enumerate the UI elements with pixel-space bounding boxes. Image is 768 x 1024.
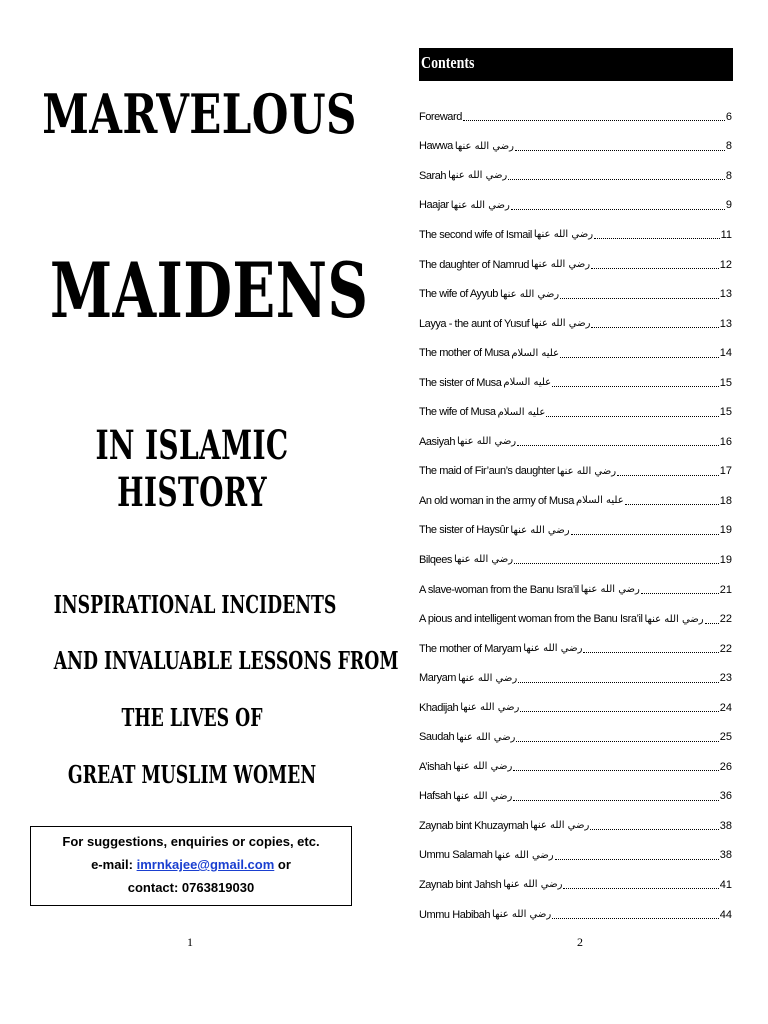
toc-entry-honorific: عليه السلام (511, 347, 560, 359)
toc-entry-honorific: رضي الله عنها (453, 761, 513, 773)
toc-dot-leader (552, 378, 719, 387)
toc-entry-page: 13 (719, 317, 732, 330)
toc-entry-title: Hafsah (419, 790, 452, 803)
toc-entry-page: 38 (719, 819, 732, 832)
toc-entry-page: 19 (719, 553, 732, 566)
toc-entry[interactable] (419, 161, 732, 191)
toc-entry-page: 36 (719, 790, 732, 803)
toc-dot-leader (625, 496, 719, 505)
toc-dot-leader (594, 230, 720, 239)
toc-entry[interactable] (419, 397, 732, 427)
toc-dot-leader (560, 290, 719, 299)
toc-entry-honorific: عليه السلام (497, 406, 546, 418)
contents-heading-bar (419, 48, 733, 81)
book-title-line-3: IN ISLAMIC HISTORY (95, 422, 289, 516)
toc-dot-leader (513, 762, 718, 771)
toc-entry[interactable] (419, 368, 732, 398)
toc-entry-title: Zaynab bint Jahsh (419, 878, 502, 891)
toc-entry-honorific: رضي الله عنها (530, 820, 590, 832)
toc-entry-page: 19 (719, 524, 732, 537)
toc-entry[interactable] (419, 427, 732, 457)
toc-dot-leader (571, 526, 719, 535)
contact-phone: contact: 0763819030 (127, 880, 255, 895)
contact-email-line (31, 853, 351, 876)
toc-entry-page: 44 (719, 908, 732, 921)
toc-entry-page: 12 (719, 258, 732, 271)
toc-entry[interactable] (419, 220, 732, 250)
subtitle-line-4: GREAT MUSLIM WOMEN (67, 760, 317, 789)
toc-dot-leader (518, 674, 719, 683)
toc-entry-title: The sister of Musa (419, 376, 502, 389)
toc-entry[interactable] (419, 457, 732, 487)
toc-entry-page: 11 (720, 228, 732, 241)
toc-entry-page: 15 (719, 406, 732, 419)
toc-dot-leader (520, 703, 718, 712)
toc-dot-leader (705, 615, 719, 624)
toc-entry-honorific: رضي الله عنها (531, 318, 591, 330)
toc-entry-title: Maryam (419, 672, 457, 685)
toc-entry[interactable] (419, 575, 732, 605)
toc-entry[interactable] (419, 604, 732, 634)
toc-entry-title: Sarah (419, 169, 447, 182)
toc-entry-page: 18 (719, 494, 732, 507)
toc-entry[interactable] (419, 486, 732, 516)
toc-entry-page: 26 (719, 760, 732, 773)
email-suffix: or (274, 857, 291, 872)
toc-entry-title: The mother of Maryam (419, 642, 522, 655)
toc-dot-leader (617, 467, 719, 476)
toc-entry-title: An old woman in the army of Musa (419, 494, 574, 507)
toc-entry-honorific: رضي الله عنها (453, 554, 514, 566)
toc-entry-page: 13 (719, 288, 732, 301)
toc-dot-leader (546, 408, 718, 417)
toc-dot-leader (560, 349, 719, 358)
toc-entry-title: The second wife of Ismail (419, 228, 532, 241)
toc-dot-leader (516, 733, 718, 742)
toc-entry[interactable] (419, 693, 732, 723)
toc-entry-page: 41 (719, 878, 732, 891)
toc-entry[interactable] (419, 250, 732, 280)
toc-entry-title: The daughter of Namrud (419, 258, 529, 271)
toc-entry[interactable] (419, 752, 732, 782)
toc-dot-leader (508, 171, 725, 180)
toc-entry-title: The wife of Ayyub (419, 288, 498, 301)
toc-entry-title: Aasiyah (419, 435, 455, 448)
email-prefix: e-mail: (91, 857, 137, 872)
toc-entry-honorific: رضي الله عنها (510, 524, 570, 536)
toc-entry-page: 21 (719, 583, 732, 596)
contact-intro: For suggestions, enquiries or copies, etc. (62, 834, 320, 849)
toc-entry-honorific: رضي الله عنها (580, 584, 640, 596)
toc-entry-title: Bilqees (419, 553, 452, 566)
toc-entry[interactable] (419, 191, 732, 221)
book-title-line-1: MARVELOUS (42, 82, 357, 146)
toc-entry[interactable] (419, 309, 732, 339)
book-title-line-2: MAIDENS (49, 246, 369, 335)
toc-entry[interactable] (419, 870, 732, 900)
toc-entry-honorific: رضي الله عنها (533, 229, 594, 241)
toc-entry-page: 24 (719, 701, 732, 714)
contact-box (30, 826, 352, 906)
toc-entry[interactable] (419, 102, 732, 132)
toc-dot-leader (591, 319, 718, 328)
toc-entry-honorific: رضي الله عنها (456, 731, 516, 743)
toc-entry[interactable] (419, 338, 732, 368)
toc-dot-leader (590, 821, 718, 830)
toc-entry-honorific: رضي الله عنها (448, 170, 508, 182)
toc-entry-page: 25 (719, 731, 732, 744)
toc-entry[interactable] (419, 900, 732, 930)
toc-entry-title: Layya - the aunt of Yusuf (419, 317, 530, 330)
toc-entry-honorific: عليه السلام (503, 377, 552, 389)
toc-entry-title: The mother of Musa (419, 347, 510, 360)
toc-entry-title: The wife of Musa (419, 406, 496, 419)
toc-dot-leader (511, 201, 725, 210)
page-number-left: 1 (187, 935, 193, 949)
toc-entry-title: Hawwa (419, 140, 453, 153)
toc-entry-page: 14 (719, 347, 732, 360)
toc-entry-title: The sister of Haysûr (419, 524, 509, 537)
subtitle-line-3: THE LIVES OF (121, 703, 263, 732)
toc-dot-leader (515, 142, 725, 151)
toc-entry-title: The maid of Fir’aun’s daughter (419, 465, 555, 478)
toc-entry-honorific: رضي الله عنها (530, 259, 591, 270)
toc-dot-leader (555, 851, 719, 860)
toc-dot-leader (463, 112, 725, 121)
toc-entry[interactable] (419, 722, 732, 752)
toc-entry[interactable] (419, 811, 732, 841)
table-of-contents (419, 102, 732, 929)
toc-entry-honorific: رضي الله عنها (492, 909, 552, 921)
toc-entry-honorific: رضي الله عنها (460, 702, 520, 714)
toc-entry[interactable] (419, 841, 732, 871)
toc-entry-honorific: رضي الله عنها (523, 643, 583, 655)
toc-entry[interactable] (419, 132, 732, 162)
toc-entry-page: 22 (719, 613, 732, 626)
right-page (384, 0, 768, 1024)
toc-entry[interactable] (419, 279, 732, 309)
toc-entry-page: 16 (719, 435, 732, 448)
toc-entry-page: 8 (725, 169, 732, 182)
toc-entry-title: Ummu Salamah (419, 849, 493, 862)
toc-entry-page: 22 (719, 642, 732, 655)
toc-entry-honorific: رضي الله عنها (458, 672, 518, 684)
toc-dot-leader (517, 437, 719, 446)
toc-entry-honorific: رضي الله عنها (453, 790, 513, 802)
contents-heading: Contents (421, 53, 475, 72)
toc-entry-honorific: رضي الله عنها (456, 436, 517, 448)
toc-entry-title: Khadijah (419, 701, 459, 714)
toc-entry-title: Saudah (419, 731, 455, 744)
email-link[interactable]: imrnkajee@gmail.com (136, 857, 275, 872)
subtitle-line-1: INSPIRATIONAL INCIDENTS (53, 590, 337, 619)
toc-dot-leader (591, 260, 719, 269)
toc-entry-honorific: رضي الله عنها (454, 140, 514, 152)
toc-dot-leader (583, 644, 718, 653)
toc-dot-leader (514, 555, 719, 564)
toc-entry-page: 15 (719, 376, 732, 389)
toc-entry[interactable] (419, 516, 732, 546)
toc-entry[interactable] (419, 782, 732, 812)
toc-entry-page: 8 (725, 140, 732, 153)
toc-entry-page: 6 (725, 110, 732, 123)
toc-entry-title: A slave-woman from the Banu Isra’il (419, 583, 579, 596)
toc-entry[interactable] (419, 545, 732, 575)
toc-entry-page: 38 (719, 849, 732, 862)
toc-dot-leader (563, 880, 718, 889)
toc-entry-title: Zaynab bint Khuzaymah (419, 819, 529, 832)
toc-entry-honorific: عليه السلام (575, 495, 624, 507)
toc-entry-honorific: رضي الله عنها (644, 613, 704, 625)
toc-entry-honorific: رضي الله عنها (556, 465, 617, 477)
toc-dot-leader (513, 792, 718, 801)
page-number-right: 2 (577, 935, 583, 949)
toc-entry-title: Ummu Habibah (419, 908, 491, 921)
toc-entry-honorific: رضي الله عنها (503, 879, 563, 891)
toc-entry-honorific: رضي الله عنها (450, 199, 510, 211)
toc-entry-page: 17 (719, 465, 732, 478)
toc-entry-title: Haajar (419, 199, 449, 212)
toc-entry-title: Foreward (419, 110, 462, 123)
toc-entry[interactable] (419, 663, 732, 693)
toc-entry-title: A’ishah (419, 760, 452, 773)
subtitle-line-2: AND INVALUABLE LESSONS FROM (53, 646, 399, 675)
toc-dot-leader (641, 585, 719, 594)
toc-entry-page: 9 (725, 199, 732, 212)
toc-entry-honorific: رضي الله عنها (494, 849, 554, 861)
toc-entry-page: 23 (719, 672, 732, 685)
toc-dot-leader (552, 910, 719, 919)
toc-entry-title: A pious and intelligent woman from the Banu Isra’il (419, 613, 643, 626)
toc-entry-honorific: رضي الله عنها (499, 288, 560, 300)
toc-entry[interactable] (419, 634, 732, 664)
